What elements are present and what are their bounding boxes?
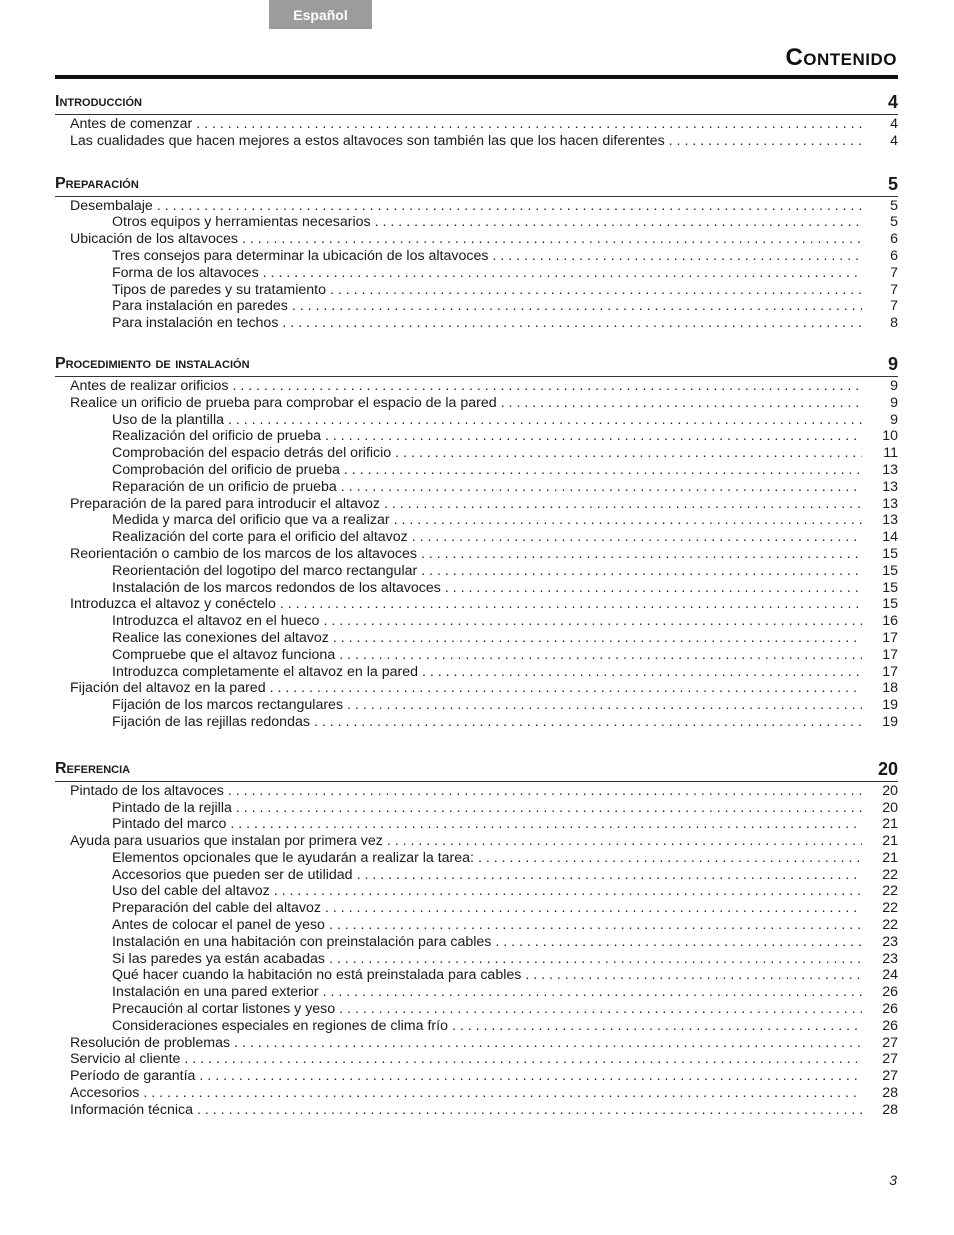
toc-entry[interactable]	[55, 298, 898, 315]
entry-title: Realización del orificio de prueba	[112, 428, 321, 445]
toc-entry[interactable]	[55, 647, 898, 664]
entry-title: Para instalación en paredes	[112, 298, 288, 315]
dot-leader	[199, 1068, 862, 1085]
toc-entry[interactable]	[55, 613, 898, 630]
entry-title: Uso de la plantilla	[112, 411, 224, 428]
entry-page: 23	[882, 950, 898, 967]
entry-title: Pintado de los altavoces	[70, 782, 224, 799]
dot-leader	[421, 546, 862, 563]
toc-entry[interactable]	[55, 1068, 898, 1085]
entry-page: 23	[882, 933, 898, 950]
entry-page: 9	[890, 377, 898, 394]
entry-page: 7	[890, 264, 898, 281]
entry-page: 27	[882, 1051, 898, 1068]
entry-title: Realice las conexiones del altavoz	[112, 629, 329, 646]
toc-entries	[55, 115, 898, 150]
entry-page: 6	[890, 247, 898, 264]
entry-page: 22	[882, 917, 898, 934]
entry-title: Pintado de la rejilla	[112, 799, 232, 816]
section-page: 5	[887, 173, 898, 194]
dot-leader	[228, 412, 862, 429]
section-page: 4	[887, 92, 898, 112]
entry-title: Introduzca el altavoz en el hueco	[112, 613, 320, 630]
page-number: 3	[889, 1172, 897, 1188]
dot-leader	[339, 647, 862, 664]
entry-page: 5	[890, 214, 898, 231]
section-title: Procedimiento de instalación	[55, 354, 250, 372]
dot-leader	[323, 984, 862, 1001]
dot-leader	[242, 231, 862, 248]
dot-leader	[339, 1001, 862, 1018]
entry-page: 17	[882, 663, 898, 680]
dot-leader	[478, 850, 862, 867]
toc-entry[interactable]	[55, 428, 898, 445]
toc-entry[interactable]	[55, 214, 898, 231]
entry-title: Fijación de los marcos rectangulares	[112, 697, 344, 714]
entry-page: 19	[882, 697, 898, 714]
entry-page: 13	[882, 495, 898, 512]
dot-leader	[184, 1051, 862, 1068]
toc-section	[55, 759, 898, 1119]
toc-entry[interactable]	[55, 116, 898, 133]
entry-page: 20	[882, 782, 898, 799]
dot-leader	[375, 214, 862, 231]
dot-leader	[445, 580, 862, 597]
entry-title: Reparación de un orificio de prueba	[112, 478, 337, 495]
toc-entries	[55, 782, 898, 1119]
dot-leader	[421, 563, 862, 580]
entry-page: 15	[882, 562, 898, 579]
dot-leader	[422, 664, 862, 681]
entry-title: Período de garantía	[70, 1068, 196, 1085]
toc-entry[interactable]	[55, 1018, 898, 1035]
toc-entry[interactable]	[55, 1035, 898, 1052]
dot-leader	[282, 315, 862, 332]
entry-page: 22	[882, 883, 898, 900]
entry-page: 19	[882, 713, 898, 730]
dot-leader	[395, 445, 862, 462]
entry-title: Introduzca completamente el altavoz en la pared	[112, 663, 419, 680]
dot-leader	[525, 967, 862, 984]
toc-entry[interactable]	[55, 378, 898, 395]
entry-page: 16	[882, 613, 898, 630]
dot-leader	[492, 248, 862, 265]
section-heading[interactable]	[55, 92, 898, 115]
toc-entries	[55, 197, 898, 332]
section-heading[interactable]	[55, 759, 898, 782]
entry-title: Antes de comenzar	[70, 116, 193, 132]
entry-page: 21	[882, 816, 898, 833]
entry-page: 7	[890, 298, 898, 315]
entry-page: 13	[882, 461, 898, 478]
dot-leader	[333, 630, 862, 647]
entry-page: 4	[890, 132, 898, 149]
toc-entry[interactable]	[55, 282, 898, 299]
dot-leader	[412, 529, 862, 546]
toc-entry[interactable]	[55, 563, 898, 580]
toc-entry[interactable]	[55, 529, 898, 546]
entry-title: Instalación de los marcos redondos de los altavoces	[112, 579, 441, 596]
toc-entries	[55, 377, 898, 731]
dot-leader	[314, 714, 862, 731]
entry-title: Reorientación del logotipo del marco rectangular	[112, 562, 418, 579]
entry-page: 24	[882, 967, 898, 984]
entry-title: Otros equipos y herramientas necesarios	[112, 214, 371, 231]
entry-page: 18	[882, 680, 898, 697]
dot-leader	[263, 265, 862, 282]
dot-leader	[233, 378, 863, 395]
toc-entry[interactable]	[55, 1001, 898, 1018]
entry-title: Para instalación en techos	[112, 315, 279, 332]
dot-leader	[197, 1102, 862, 1119]
toc-entry[interactable]	[55, 1085, 898, 1102]
toc-entry[interactable]	[55, 580, 898, 597]
toc-entry[interactable]	[55, 265, 898, 282]
toc-entry[interactable]	[55, 800, 898, 817]
toc-entry[interactable]	[55, 1051, 898, 1068]
dot-leader	[292, 298, 862, 315]
entry-title: Tipos de paredes y su tratamiento	[112, 281, 326, 298]
entry-title: Desembalaje	[70, 197, 153, 214]
entry-page: 21	[882, 833, 898, 850]
entry-title: Instalación en una habitación con preinstalación para cables	[112, 933, 492, 950]
page-title: Contenido	[785, 44, 897, 71]
entry-title: Comprobación del espacio detrás del orificio	[112, 445, 392, 462]
section-page: 9	[887, 353, 898, 374]
toc-section	[55, 174, 898, 332]
toc-entry[interactable]	[55, 133, 898, 150]
toc-entry[interactable]	[55, 917, 898, 934]
toc-entry[interactable]	[55, 315, 898, 332]
dot-leader	[196, 116, 862, 133]
entry-page: 21	[882, 849, 898, 866]
entry-title: Realización del corte para el orificio del altavoz	[112, 529, 408, 546]
entry-page: 26	[882, 1001, 898, 1018]
entry-title: Instalación en una pared exterior	[112, 984, 319, 1001]
toc-entry[interactable]	[55, 850, 898, 867]
dot-leader	[344, 462, 862, 479]
toc-entry[interactable]	[55, 934, 898, 951]
entry-page: 9	[890, 411, 898, 428]
entry-page: 13	[882, 478, 898, 495]
entry-title: Forma de los altavoces	[112, 264, 259, 281]
toc-entry[interactable]	[55, 479, 898, 496]
entry-title: Pintado del marco	[112, 816, 227, 833]
entry-page: 26	[882, 984, 898, 1001]
entry-title: Servicio al cliente	[70, 1051, 181, 1068]
toc-entry[interactable]	[55, 1102, 898, 1119]
entry-page: 10	[882, 428, 898, 445]
entry-title: Reorientación o cambio de los marcos de los altavoces	[70, 545, 417, 562]
entry-page: 8	[890, 315, 898, 332]
toc-section	[55, 354, 898, 731]
entry-page: 5	[890, 197, 898, 214]
entry-page: 7	[890, 281, 898, 298]
dot-leader	[341, 479, 862, 496]
toc-entry[interactable]	[55, 984, 898, 1001]
toc-entry[interactable]	[55, 967, 898, 984]
entry-title: Qué hacer cuando la habitación no está preinstalada para cables	[112, 967, 522, 984]
dot-leader	[394, 512, 862, 529]
dot-leader	[325, 900, 862, 917]
toc-entry[interactable]	[55, 596, 898, 613]
section-heading[interactable]	[55, 174, 898, 197]
entry-page: 22	[882, 900, 898, 917]
entry-page: 15	[882, 579, 898, 596]
dot-leader	[330, 282, 862, 299]
entry-title: Comprobación del orificio de prueba	[112, 461, 340, 478]
toc-entry[interactable]	[55, 496, 898, 513]
toc-section	[55, 92, 898, 150]
toc-entry[interactable]	[55, 951, 898, 968]
entry-page: 15	[882, 596, 898, 613]
entry-page: 26	[882, 1017, 898, 1034]
toc-entry[interactable]	[55, 462, 898, 479]
entry-title: Antes de colocar el panel de yeso	[112, 917, 325, 934]
entry-page: 27	[882, 1034, 898, 1051]
entry-title: Elementos opcionales que le ayudarán a realizar la tarea:	[112, 849, 475, 866]
toc-entry[interactable]	[55, 630, 898, 647]
entry-page: 28	[882, 1085, 898, 1102]
entry-page: 4	[890, 116, 898, 132]
dot-leader	[236, 800, 862, 817]
dot-leader	[280, 596, 862, 613]
dot-leader	[501, 395, 862, 412]
toc-entry[interactable]	[55, 833, 898, 850]
section-title: Introducción	[55, 93, 142, 110]
entry-page: 17	[882, 629, 898, 646]
toc-entry[interactable]	[55, 680, 898, 697]
section-heading[interactable]	[55, 354, 898, 377]
entry-title: Preparación de la pared para introducir el altavoz	[70, 495, 380, 512]
toc-entry[interactable]	[55, 512, 898, 529]
entry-title: Accesorios que pueden ser de utilidad	[112, 866, 353, 883]
entry-page: 6	[890, 231, 898, 248]
entry-title: Uso del cable del altavoz	[112, 883, 270, 900]
entry-page: 27	[882, 1068, 898, 1085]
entry-title: Resolución de problemas	[70, 1034, 231, 1051]
entry-page: 20	[882, 799, 898, 816]
entry-title: Preparación del cable del altavoz	[112, 900, 322, 917]
entry-page: 14	[882, 529, 898, 546]
entry-page: 13	[882, 512, 898, 529]
entry-title: Las cualidades que hacen mejores a estos altavoces son también las que los hacen diferentes	[70, 132, 665, 149]
dot-leader	[347, 697, 862, 714]
toc-entry[interactable]	[55, 900, 898, 917]
section-title: Referencia	[55, 759, 131, 777]
language-tab[interactable]: Español	[269, 0, 372, 29]
toc-entry[interactable]	[55, 883, 898, 900]
toc-entry[interactable]	[55, 546, 898, 563]
dot-leader	[495, 934, 862, 951]
dot-leader	[357, 867, 862, 884]
dot-leader	[230, 816, 862, 833]
entry-page: 9	[890, 394, 898, 411]
toc-entry[interactable]	[55, 783, 898, 800]
toc-entry[interactable]	[55, 198, 898, 215]
toc-entry[interactable]	[55, 867, 898, 884]
table-of-contents	[55, 92, 898, 1119]
section-title: Preparación	[55, 174, 139, 192]
entry-page: 17	[882, 646, 898, 663]
toc-entry[interactable]	[55, 395, 898, 412]
dot-leader	[669, 133, 862, 150]
dot-leader	[228, 783, 862, 800]
entry-page: 15	[882, 545, 898, 562]
dot-leader	[274, 883, 862, 900]
dot-leader	[387, 833, 862, 850]
toc-entry[interactable]	[55, 248, 898, 265]
dot-leader	[329, 951, 862, 968]
toc-entry[interactable]	[55, 664, 898, 681]
dot-leader	[143, 1085, 862, 1102]
entry-page: 11	[883, 445, 898, 462]
toc-entry[interactable]	[55, 231, 898, 248]
toc-entry[interactable]	[55, 412, 898, 429]
title-rule	[55, 75, 898, 79]
dot-leader	[384, 496, 862, 513]
section-page: 20	[877, 758, 898, 779]
dot-leader	[325, 428, 862, 445]
entry-title: Fijación de las rejillas redondas	[112, 713, 310, 730]
dot-leader	[157, 198, 862, 215]
entry-title: Accesorios	[70, 1085, 140, 1102]
toc-entry[interactable]	[55, 697, 898, 714]
dot-leader	[329, 917, 862, 934]
entry-title: Ayuda para usuarios que instalan por primera vez	[70, 833, 383, 850]
dot-leader	[234, 1035, 862, 1052]
entry-page: 22	[882, 866, 898, 883]
entry-title: Realice un orificio de prueba para comprobar el espacio de la pared	[70, 394, 497, 411]
entry-title: Antes de realizar orificios	[70, 377, 229, 394]
toc-entry[interactable]	[55, 714, 898, 731]
entry-title: Ubicación de los altavoces	[70, 231, 238, 248]
entry-title: Introduzca el altavoz y conéctelo	[70, 596, 276, 613]
entry-title: Si las paredes ya están acabadas	[112, 950, 325, 967]
entry-title: Consideraciones especiales en regiones de clima frío	[112, 1017, 448, 1034]
entry-page: 28	[882, 1101, 898, 1118]
entry-title: Medida y marca del orificio que va a realizar	[112, 512, 390, 529]
dot-leader	[323, 613, 862, 630]
entry-title: Fijación del altavoz en la pared	[70, 680, 266, 697]
dot-leader	[452, 1018, 862, 1035]
dot-leader	[270, 680, 862, 697]
toc-entry[interactable]	[55, 816, 898, 833]
entry-title: Compruebe que el altavoz funciona	[112, 646, 336, 663]
entry-title: Información técnica	[70, 1101, 194, 1118]
toc-entry[interactable]	[55, 445, 898, 462]
entry-title: Precaución al cortar listones y yeso	[112, 1001, 336, 1018]
entry-title: Tres consejos para determinar la ubicación de los altavoces	[112, 247, 489, 264]
